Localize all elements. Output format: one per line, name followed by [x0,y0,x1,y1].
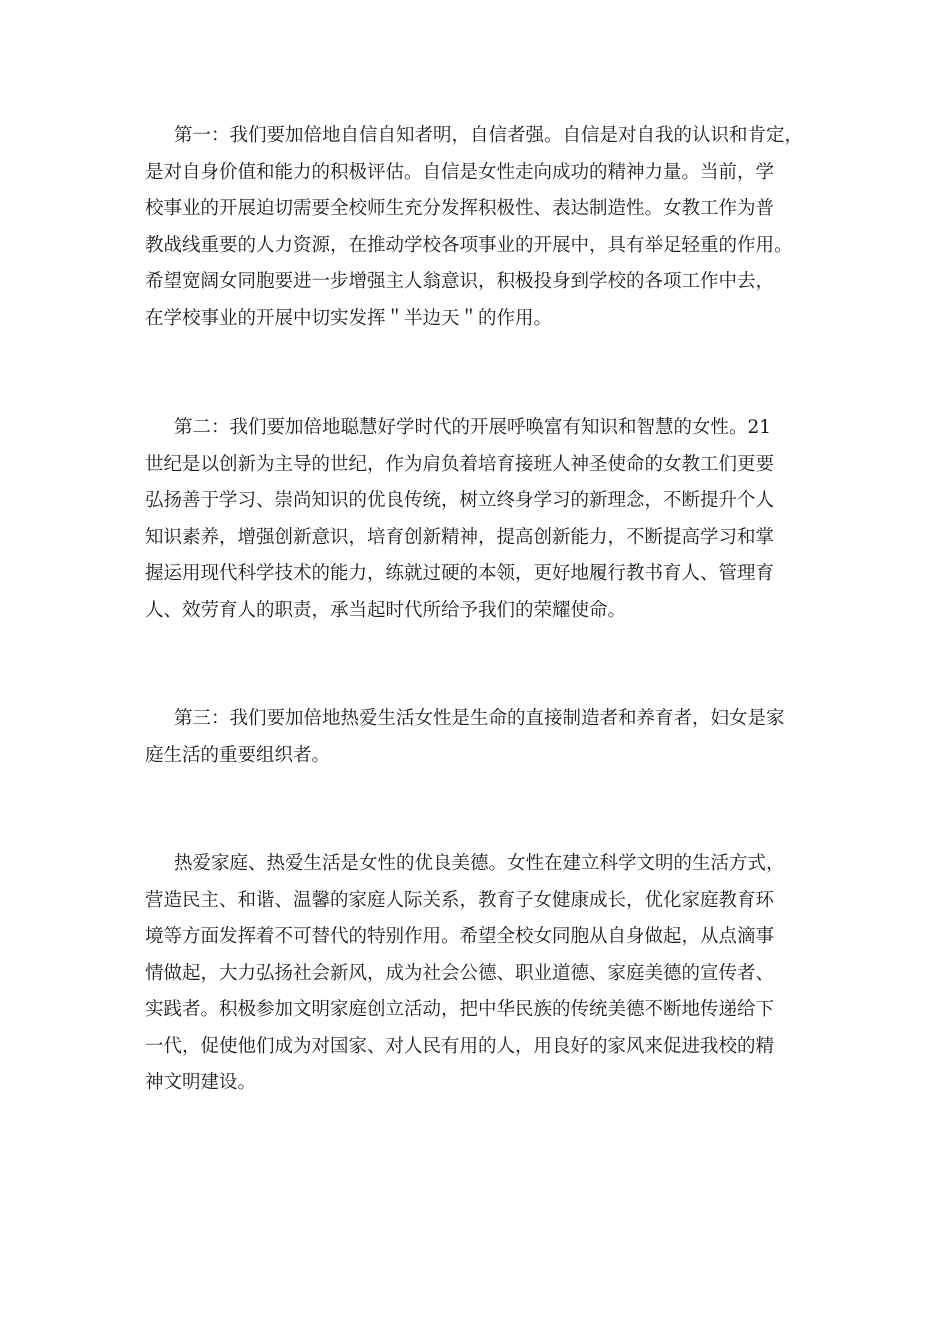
text-line: 庭生活的重要组织者。 [145,744,331,766]
text-line: 在学校事业的开展中切实发挥＂半边天＂的作用。 [145,307,553,329]
text-line: 境等方面发挥着不可替代的特别作用。希望全校女同胞从自身做起，从点滴事 [145,926,775,947]
text-line: 握运用现代科学技术的能力，练就过硬的本领，更好地履行教书育人、管理育 [145,563,775,584]
text-line: 营造民主、和谐、温馨的家庭人际关系，教育子女健康成长，优化家庭教育环 [145,889,775,911]
text-line: 希望宽阔女同胞要进一步增强主人翁意识，积极投身到学校的各项工作中去， [145,271,775,292]
text-line: 知识素养，增强创新意识，培育创新精神，提高创新能力，不断提高学习和掌 [145,526,775,548]
text-line: 第二：我们要加倍地聪慧好学时代的开展呼唤富有知识和智慧的女性。21 [174,417,772,438]
text-line: 人、效劳育人的职责，承当起时代所给予我们的荣耀使命。 [145,599,627,621]
text-line: 世纪是以创新为主导的世纪，作为肩负着培育接班人神圣使命的女教工们更要 [145,453,775,475]
text-line: 神文明建设。 [145,1072,257,1093]
text-line: 情做起，大力弘扬社会新风，成为社会公德、职业道德、家庭美德的宣传者、 [145,962,775,984]
text-line: 实践者。积极参加文明家庭创立活动，把中华民族的传统美德不断地传递给下 [145,999,775,1020]
text-line: 教战线重要的人力资源，在推动学校各项事业的开展中，具有举足轻重的作用。 [145,234,793,256]
paragraph-second [145,410,835,629]
text-line: 第一：我们要加倍地自信自知者明，自信者强。自信是对自我的认识和肯定， [174,125,804,146]
text-line: 一代，促使他们成为对国家、对人民有用的人，用良好的家风来促进我校的精 [145,1035,775,1057]
paragraph-fourth [145,846,835,1102]
text-line: 弘扬善于学习、崇尚知识的优良传统，树立终身学习的新理念，不断提升个人 [145,490,775,511]
paragraph-third [145,701,835,774]
text-line: 第三：我们要加倍地热爱生活女性是生命的直接制造者和养育者，妇女是家 [174,708,785,729]
paragraph-first [145,118,835,337]
text-line: 是对自身价值和能力的积极评估。自信是女性走向成功的精神力量。当前，学 [145,161,775,183]
text-line: 校事业的开展迫切需要全校师生充分发挥积极性、表达制造性。女教工作为普 [145,198,775,219]
text-line: 热爱家庭、热爱生活是女性的优良美德。女性在建立科学文明的生活方式， [174,853,785,874]
